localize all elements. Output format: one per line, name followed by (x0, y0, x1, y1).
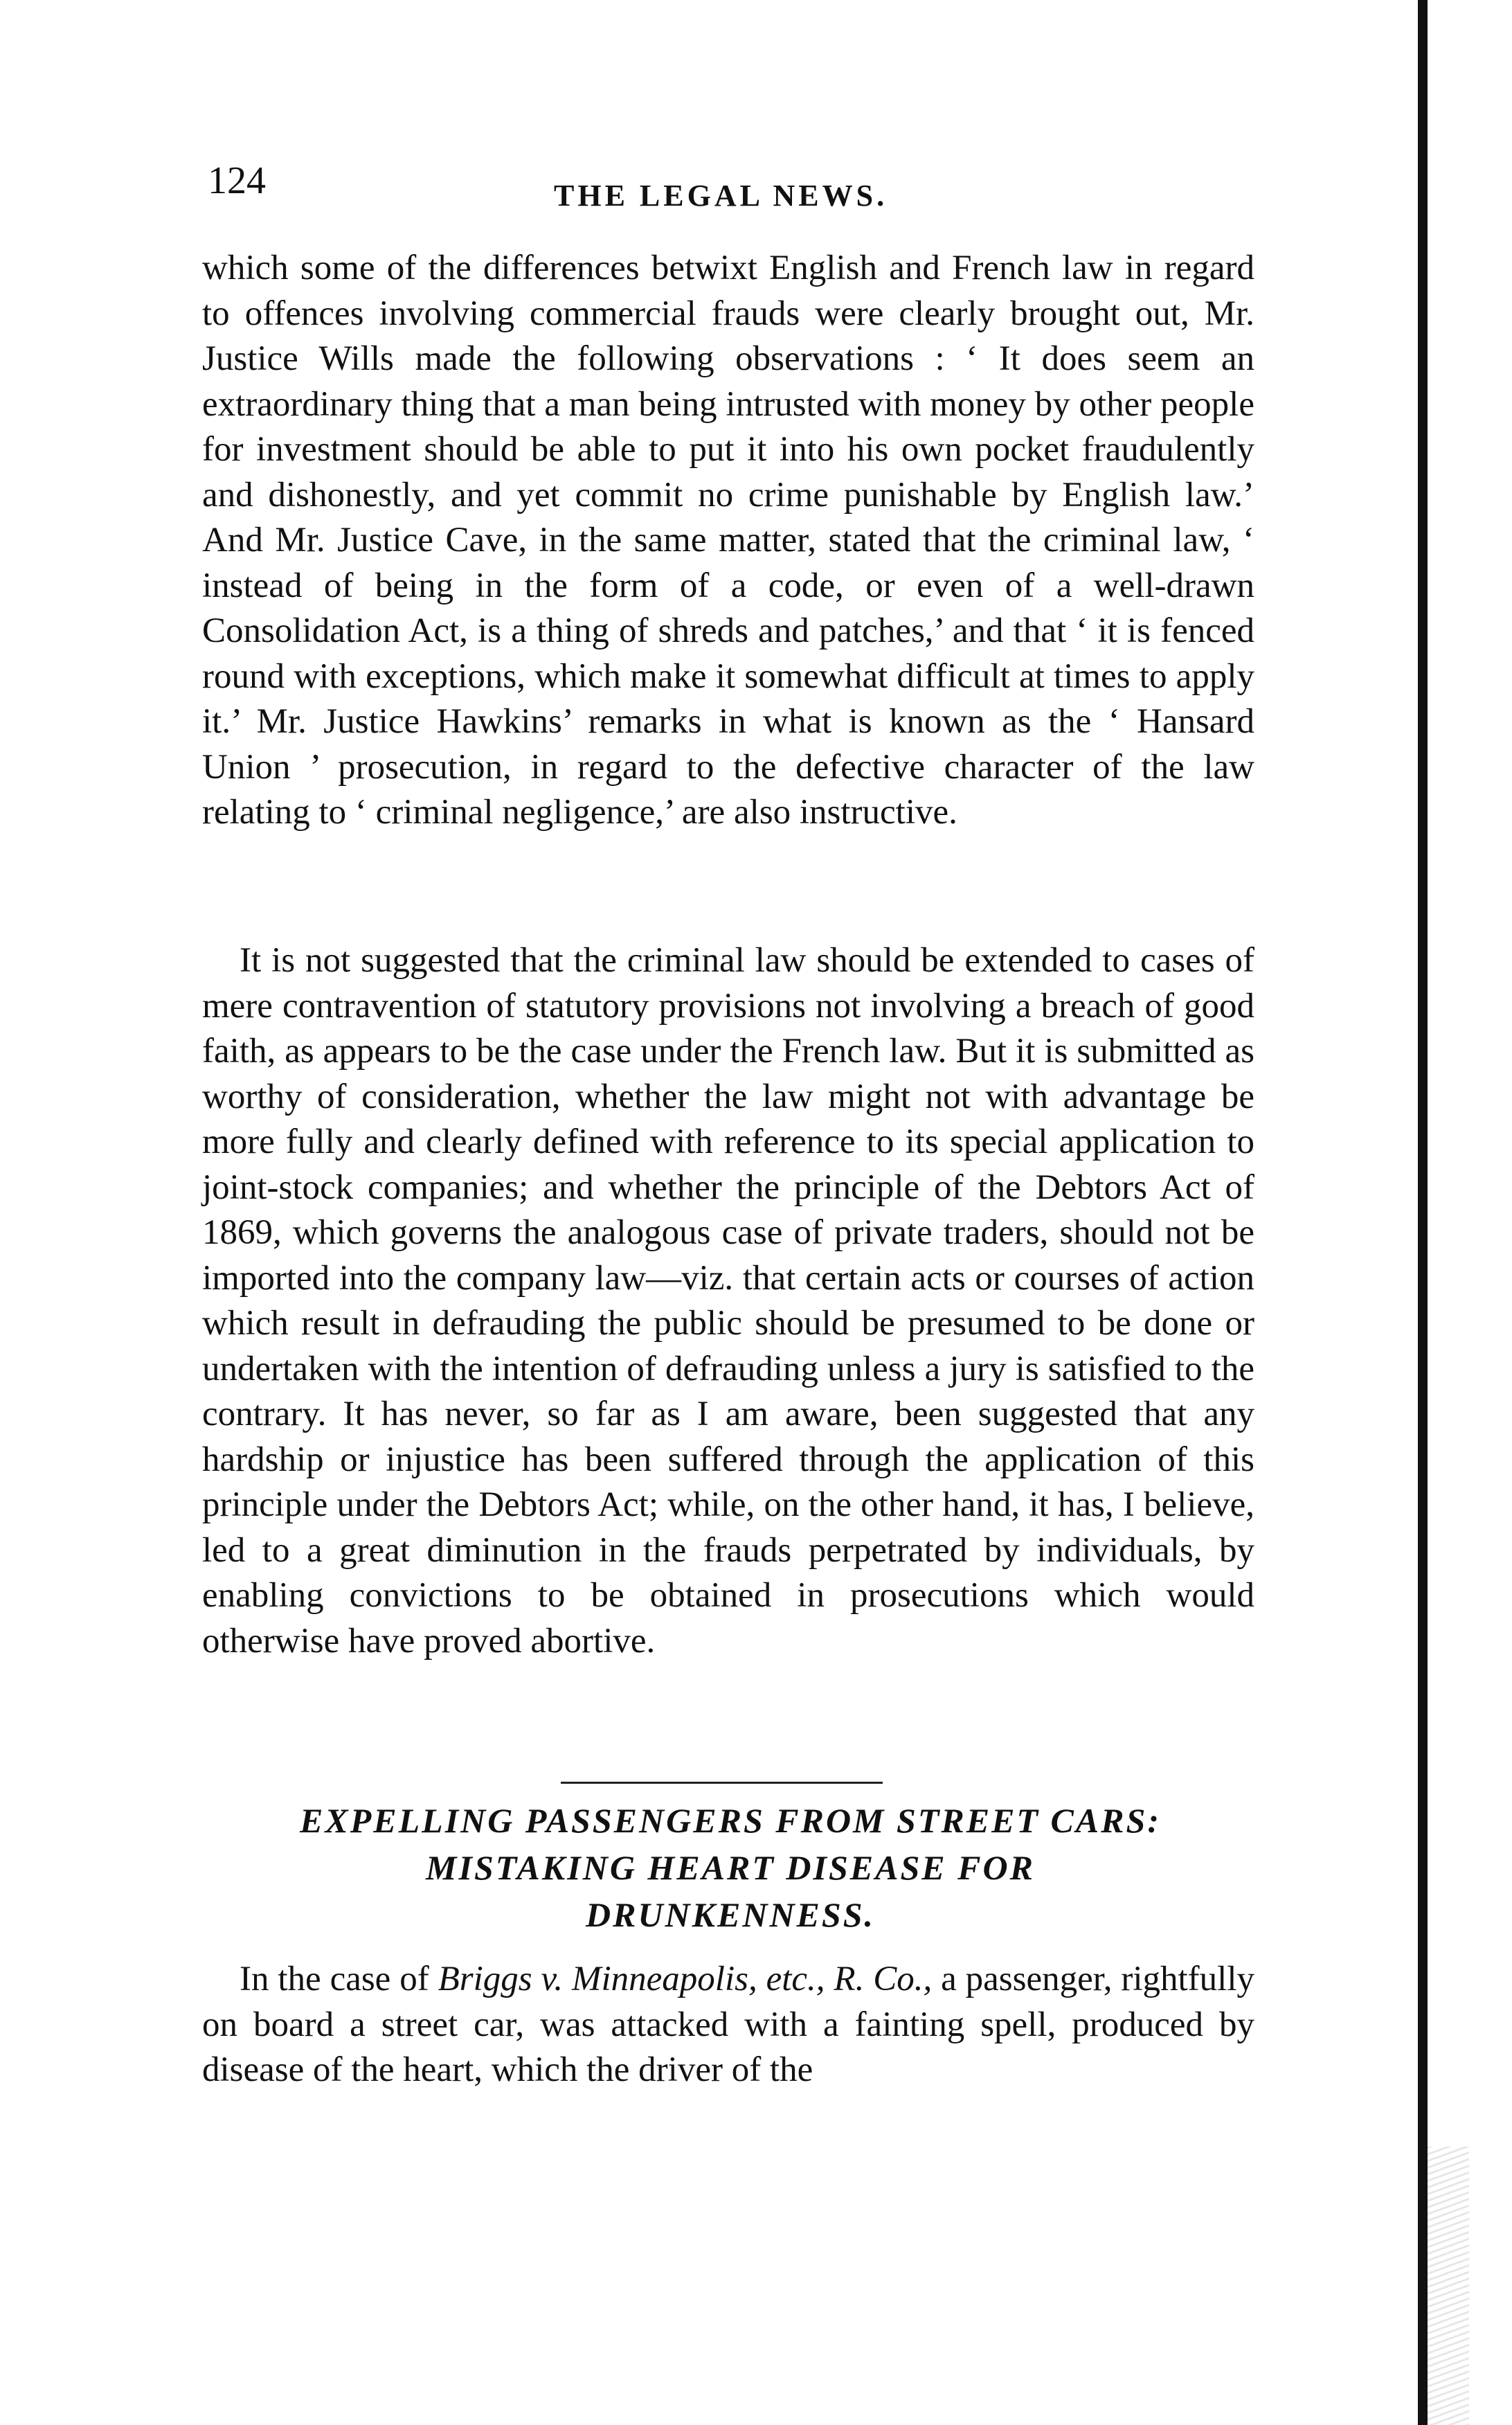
section-heading-line-2: MISTAKING HEART DISEASE FOR (426, 1848, 1035, 1887)
paragraph-rest: a passenger, rightfully on board a street car, was attacked with a fainting spell, produced by disease of the heart, which the driver of the (202, 1960, 1254, 2089)
body-paragraph-1: which some of the differences betwixt English and French law in regard to offences involving commercial frauds were clearly brought out, Mr. Justice Wills made the following observations : ‘ It does seem an extraordinary thing that a man being intrusted with money by other people for investment should be able to put it into his own pocket fraudulently and dishonestly, and yet commit no crime punishable by English law.’ And Mr. Justice Cave, in the same matter, stated that the criminal law, ‘ instead of being in the form of a code, or even of a well-drawn Consolidation Act, is a thing of shreds and patches,’ and that ‘ it is fenced round with exceptions, which make it somewhat difficult at times to apply it.’ Mr. Justice Hawkins’ remarks in what is known as the ‘ Hansard Union ’ prosecution, in regard to the defective character of the law relating to ‘ criminal negligence,’ are also instructive. (202, 249, 1254, 832)
case-citation: Briggs v. Minneapolis, etc., R. Co., (438, 1960, 933, 1998)
section-divider (561, 1782, 883, 1784)
page-edge-texture (1428, 2147, 1469, 2425)
body-paragraph-3 (202, 1957, 1254, 2093)
page-edge-shadow (1418, 0, 1428, 2425)
section-heading-line-1: EXPELLING PASSENGERS FROM STREET CARS: (300, 1801, 1161, 1840)
page-number: 124 (208, 159, 266, 202)
paragraph-lead: In the case of (240, 1960, 438, 1998)
body-paragraph-2: It is not suggested that the criminal law should be extended to cases of mere contravention of statutory provisions not involving a breach of good faith, as appears to be the case under the French law. But it is submitted as worthy of consideration, whether the law might not with advantage be more fully and clearly defined with reference to its special application to joint-stock companies; and whether the principle of the Debtors Act of 1869, which governs the analogous case of private traders, should not be imported into the company law—viz. that certain acts or courses of action which result in defrauding the public should be presumed to be done or undertaken with the intention of defrauding unless a jury is satisfied to the contrary. It has never, so far as I am aware, been suggested that any hardship or injustice has been suffered through the application of this principle under the Debtors Act; while, on the other hand, it has, I believe, led to a great diminution in the frauds perpetrated by individuals, by enabling convictions to be obtained in prosecutions which would otherwise have proved abortive. (202, 941, 1254, 1661)
section-heading-line-3: DRUNKENNESS. (585, 1895, 876, 1934)
section-heading (180, 1797, 1281, 1938)
running-head: THE LEGAL NEWS. (554, 179, 888, 213)
